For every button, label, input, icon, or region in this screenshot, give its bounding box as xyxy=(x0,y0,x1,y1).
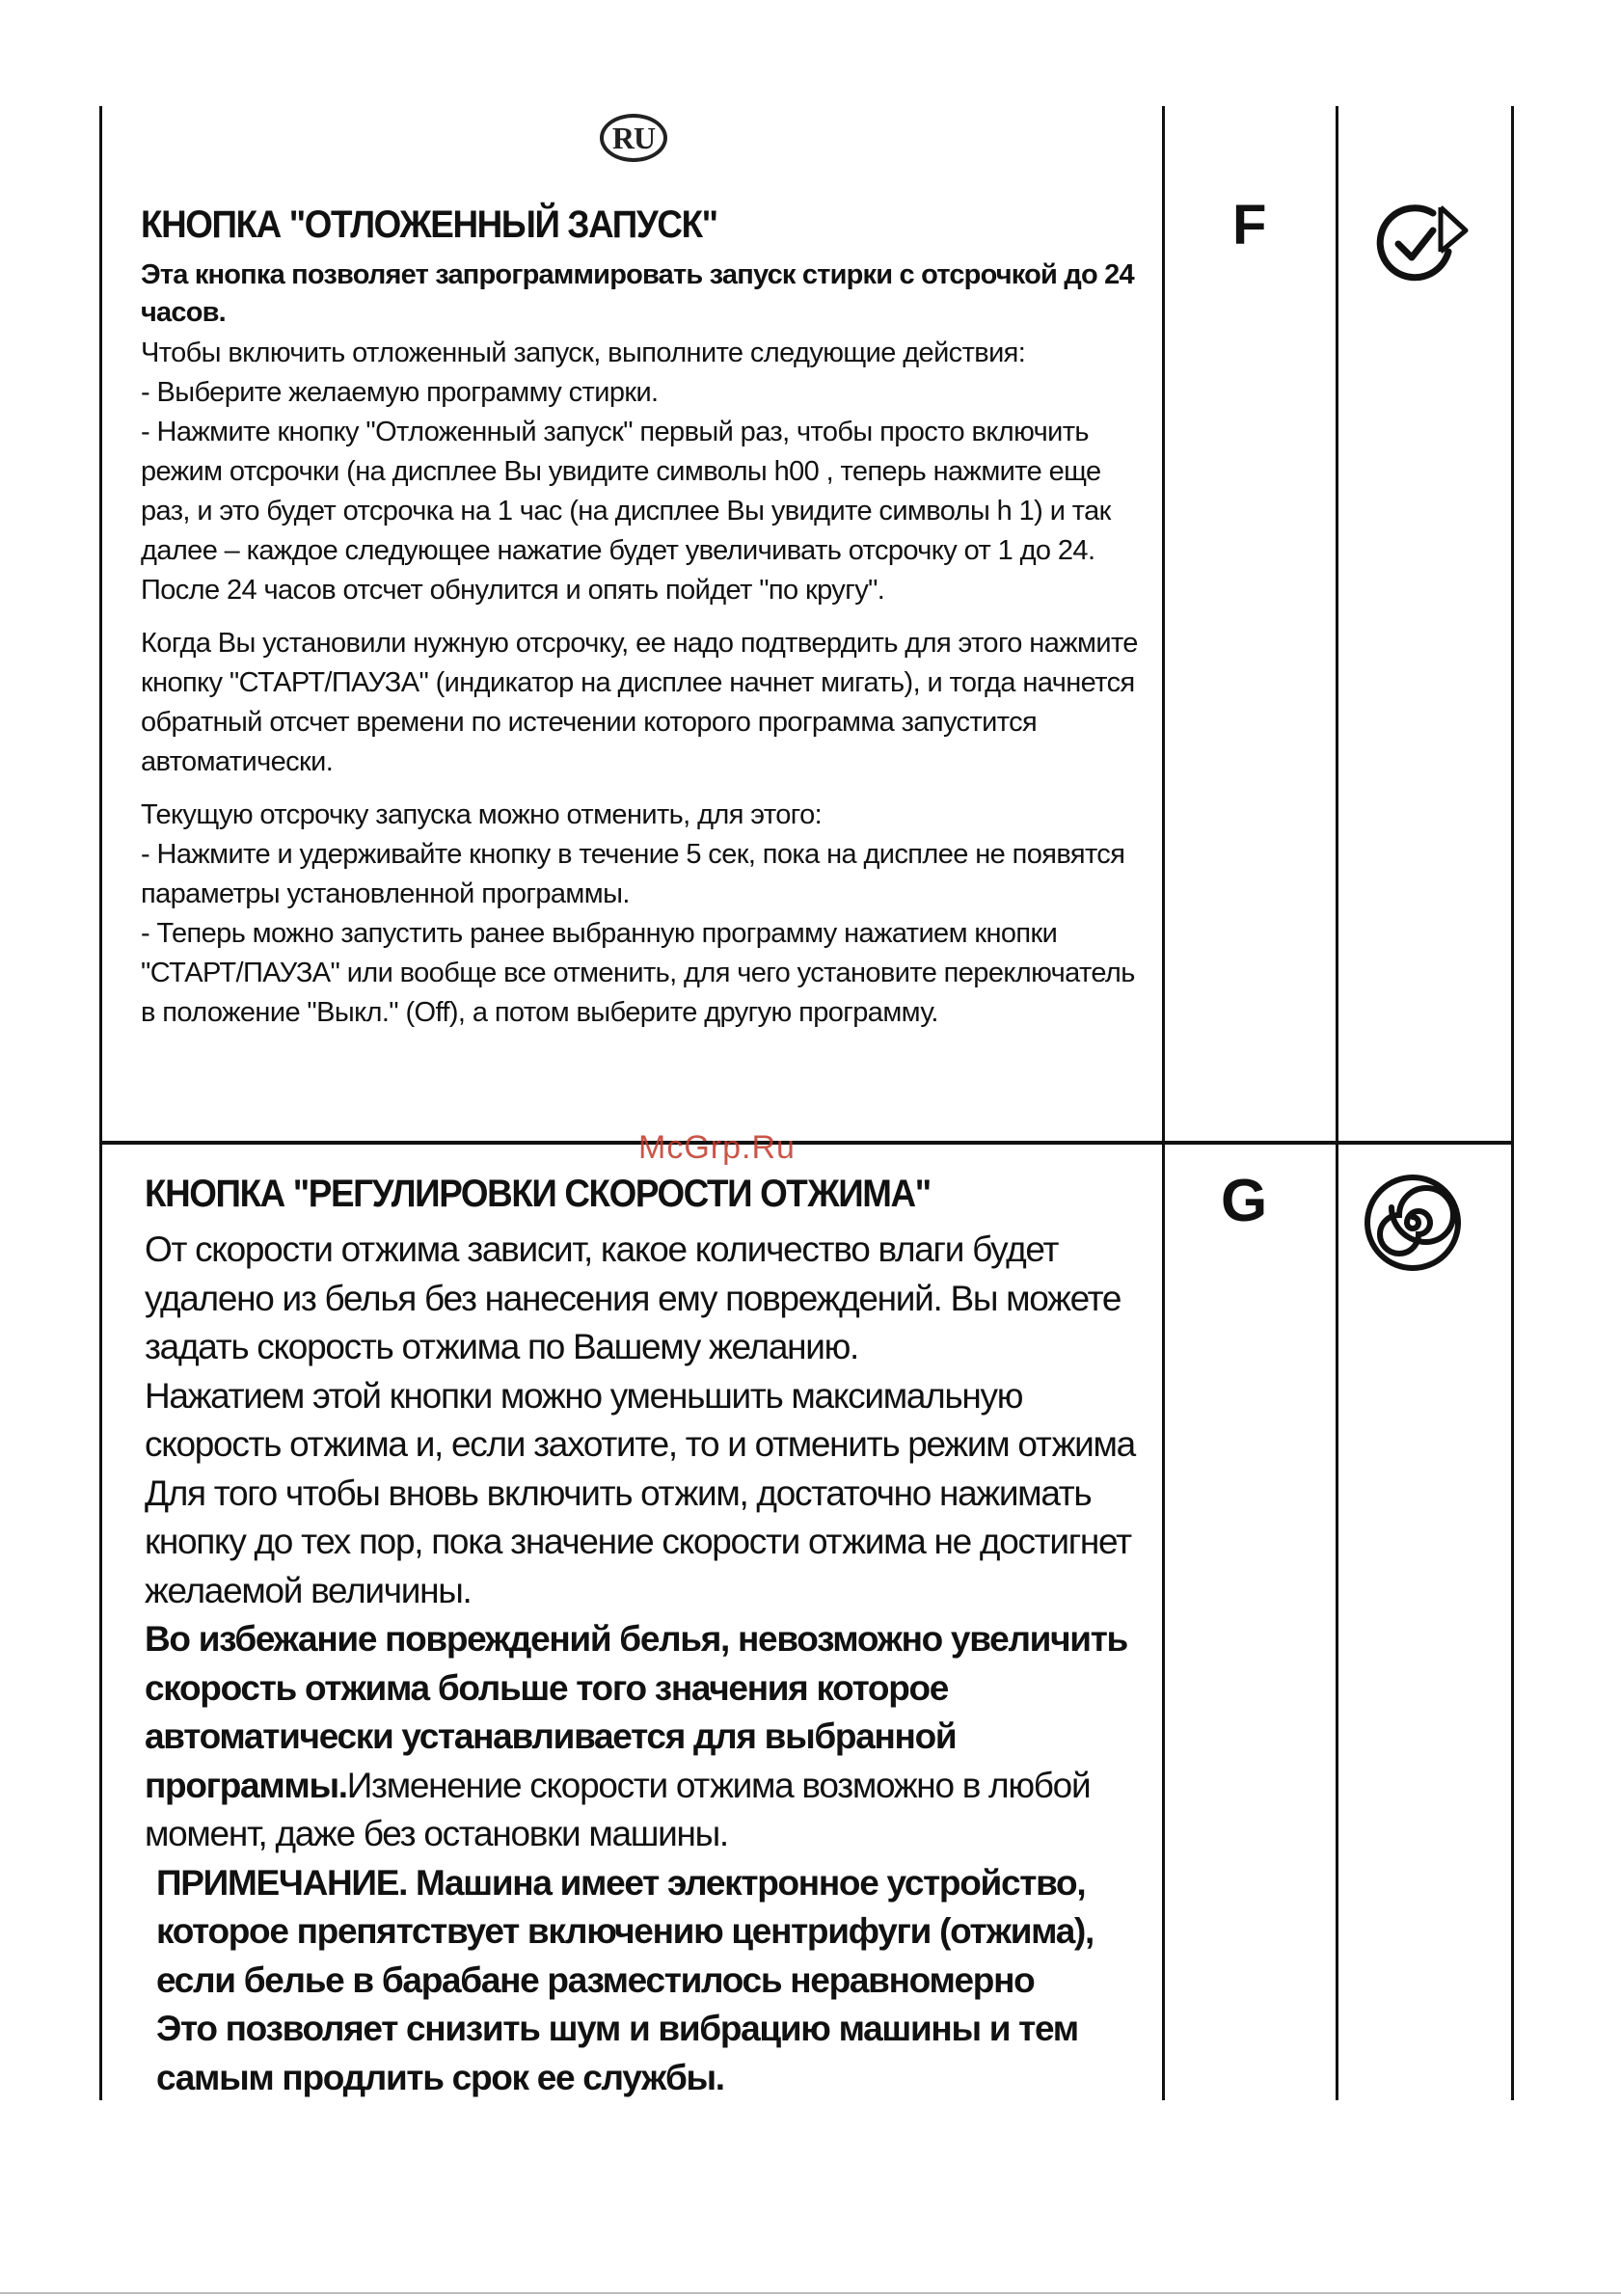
paragraph-rest: Изменение скорости отжима возможно в любой момент, даже без остановки машины. xyxy=(145,1765,1091,1853)
list-item: - Теперь можно запустить ранее выбранную программу нажатием кнопки "СТАРТ/ПАУЗА" или вообще все отменить, для чего установите переключатель в положение "Выкл." (Off), а потом выберите другую программу. xyxy=(141,918,1135,1028)
button-letter-g: G xyxy=(1221,1168,1268,1234)
page-bottom-rule xyxy=(0,2292,1621,2294)
spin-speed-icon xyxy=(1360,1170,1466,1276)
paragraph: Текущую отсрочку запуска можно отменить, для этого: xyxy=(141,799,823,830)
button-letter-f: F xyxy=(1232,194,1267,257)
paragraph xyxy=(145,1615,1148,1859)
section-lead: Эта кнопка позволяет запрограммировать запуск стирки с отсрочкой до 24 часов. xyxy=(141,259,1134,328)
paragraph: Когда Вы установили нужную отсрочку, ее надо подтвердить для этого нажмите кнопку "СТАРТ/ПАУЗА" (индикатор на дисплее начнет мигать), и тогда начнется обратный отсчет времени по истечении которого программа запустится автоматически. xyxy=(141,628,1138,777)
table-border-col2 xyxy=(1336,106,1338,2100)
note: Это позволяет снизить шум и вибрацию машины и тем самым продлить срок ее службы. xyxy=(156,2009,1078,2097)
section-title: КНОПКА "ОТЛОЖЕННЫЙ ЗАПУСК" xyxy=(141,203,717,246)
warning-text: Во избежание повреждений белья, невозможно увеличить скорость отжима больше того значения которое автоматически устанавливается для выбранной программы. xyxy=(145,1619,1127,1805)
language-badge: RU xyxy=(600,114,667,162)
table-border-left xyxy=(99,106,102,2100)
list-item: - Нажмите и удерживайте кнопку в течение 5 сек, пока на дисплее не появятся параметры установленной программы. xyxy=(141,839,1125,909)
paragraph: Для того чтобы вновь включить отжим, достаточно нажимать кнопку до тех пор, пока значение скорости отжима не достигнет желаемой величины. xyxy=(145,1472,1131,1610)
note: ПРИМЕЧАНИЕ. Машина имеет электронное устройство, которое препятствует включению центрифуги (отжима), если белье в барабане разместилось неравномерно xyxy=(156,1862,1094,2000)
table-border-col1 xyxy=(1162,106,1165,2100)
watermark: McGrp.Ru xyxy=(638,1129,796,1166)
delay-start-section xyxy=(141,203,1144,1033)
spin-speed-section xyxy=(145,1172,1148,2102)
paragraph: Чтобы включить отложенный запуск, выполните следующие действия: xyxy=(141,338,1026,368)
row-divider xyxy=(99,1141,1514,1145)
table-border-right xyxy=(1511,106,1514,2100)
delay-start-icon xyxy=(1373,196,1473,288)
paragraph: От скорости отжима зависит, какое количество влаги будет удалено из белья без нанесения ему повреждений. Вы можете задать скорость отжима по Вашему желанию. xyxy=(145,1229,1121,1366)
paragraph: Нажатием этой кнопки можно уменьшить максимальную скорость отжима и, если захотите, то и отменить режим отжима xyxy=(145,1375,1135,1464)
list-item: - Нажмите кнопку "Отложенный запуск" первый раз, чтобы просто включить режим отсрочки (на дисплее Вы увидите символы h00 , теперь нажмите еще раз, и это будет отсрочка на 1 час (на дисплее Вы увидите символы h 1) и так далее – каждое следующее нажатие будет увеличивать отсрочку от 1 до 24. После 24 часов отсчет обнулится и опять пойдет "по кругу". xyxy=(141,417,1111,606)
list-item: - Выберите желаемую программу стирки. xyxy=(141,377,659,408)
section-title: КНОПКА "РЕГУЛИРОВКИ СКОРОСТИ ОТЖИМА" xyxy=(145,1173,931,1215)
